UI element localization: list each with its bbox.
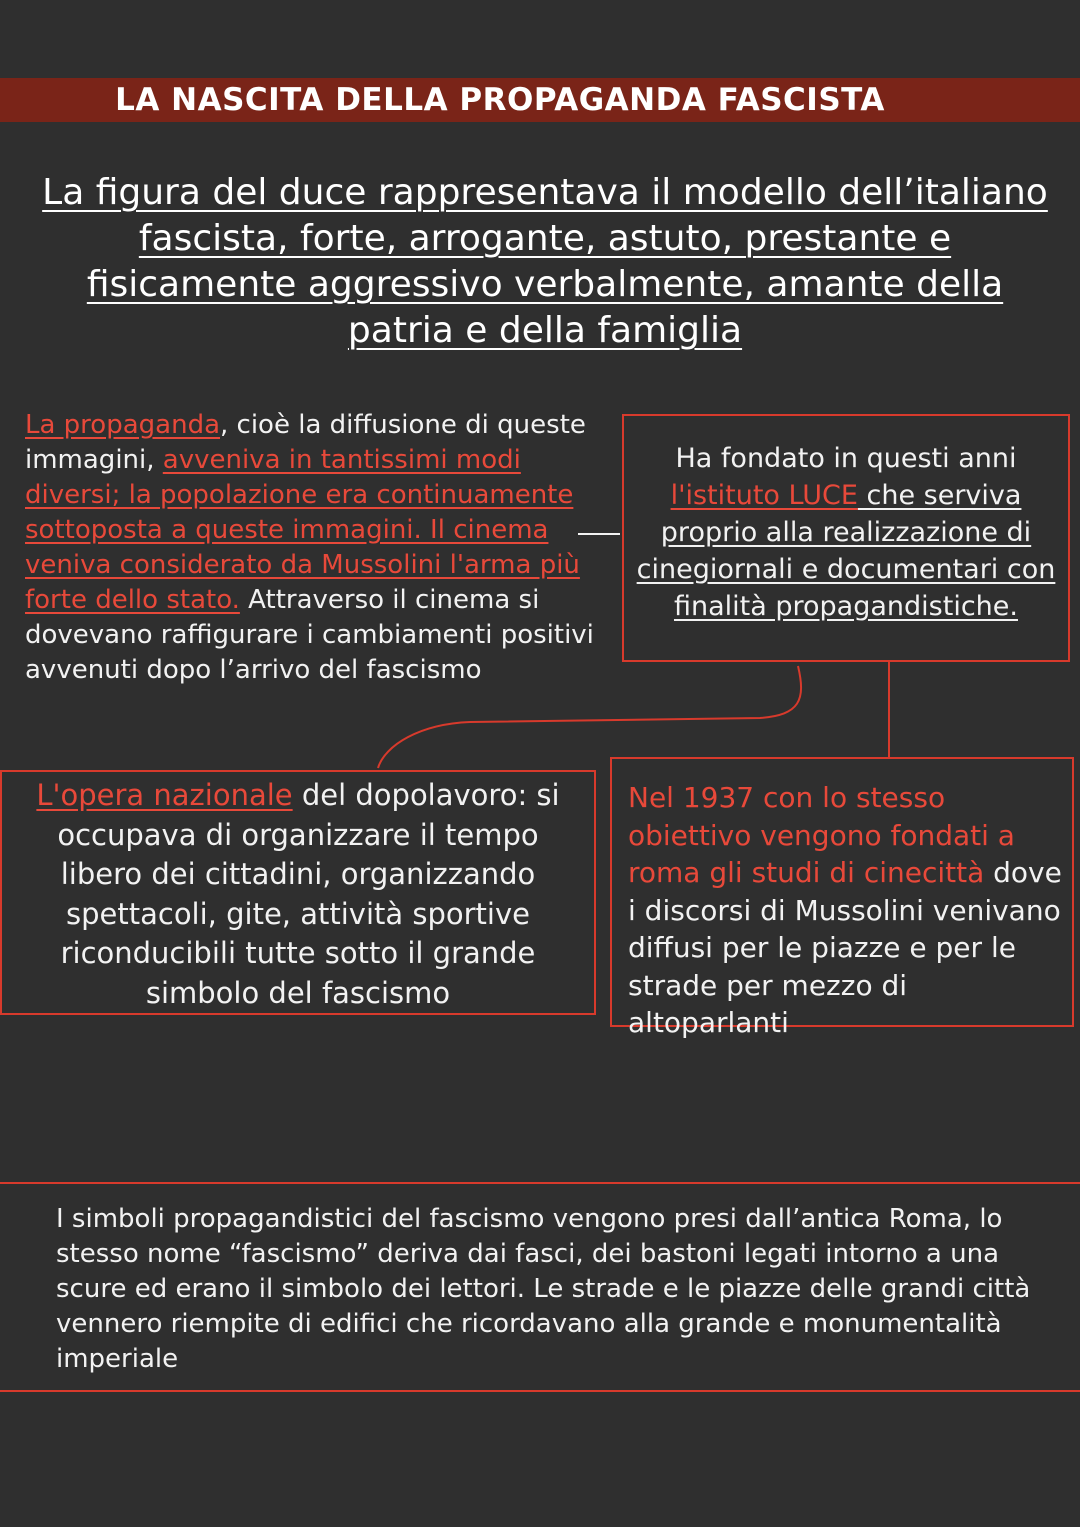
divider-top [0,1182,1080,1184]
cinecitta-text-1: dove i discorsi di Mussolini venivano diffusi per le piazze e per le strade per mezzo di altoparlanti [628,856,1062,1039]
propaganda-text-1: , cioè la diffusione di queste immagini, [25,410,586,475]
headline: La figura del duce rappresentava il modello dell’italiano fascista, forte, arrogante, astuto, prestante e fisicamente aggressivo verbalmente, amante della patria e della famiglia [42,172,1048,351]
propaganda-text-red: avveniva in tantissimi modi diversi; la popolazione era continuamente sottoposta a queste immagini. Il cinema veniva considerato da Mussolini l'arma più forte dello stato. [25,445,580,615]
opera-term: L'opera nazionale [36,778,293,812]
propaganda-text-2: Attraverso il cinema si dovevano raffigurare i cambiamenti positivi avvenuti dopo l’arrivo del fascismo [25,585,594,685]
opera-text-1: del dopolavoro: si occupava di organizzare il tempo libero dei cittadini, organizzando spettacoli, gite, attività sportive riconducibili tutte sotto il grande simbolo del fascismo [57,778,560,1010]
propaganda-term: La propaganda [25,410,220,440]
luce-term: l'istituto LUCE [670,480,858,511]
roman-symbols-paragraph: I simboli propagandistici del fascismo vengono presi dall’antica Roma, lo stesso nome “fascismo” deriva dai fasci, dei bastoni legati intorno a una scure ed erano il simbolo dei lettori. Le strade e le piazze delle grandi città vennero riempite di edifici che ricordavano alla grande e monumentalità imperiale [56,1204,1031,1374]
page-title: LA NASCITA DELLA PROPAGANDA FASCISTA [115,82,885,118]
divider-bottom [0,1390,1080,1392]
luce-text-2: che serviva proprio alla realizzazione di cinegiornali e documentari con finalità propagandistiche. [636,480,1056,622]
luce-text-1: Ha fondato in questi anni [675,443,1017,474]
connector-luce-opera [378,666,801,768]
cinecitta-term: Nel 1937 con lo stesso obiettivo vengono fondati a roma gli studi di cinecittà [628,781,1015,889]
